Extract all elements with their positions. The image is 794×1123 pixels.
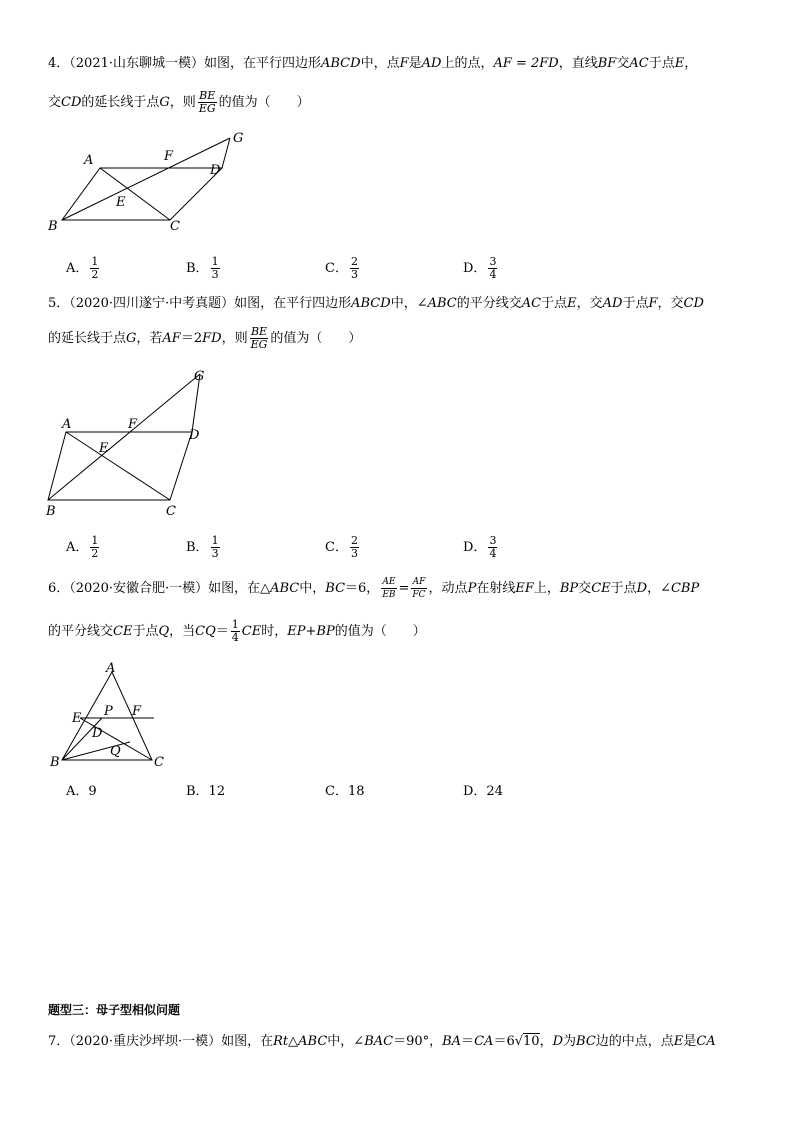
fraction-numerator: 1 (231, 618, 239, 631)
q7-text: ， (539, 1034, 553, 1049)
q5-text: 5．（2020·四川遂宁·中考真题）如图，在平行四边形 (48, 296, 352, 311)
option-letter: D． (463, 540, 487, 555)
q6-line2 (48, 617, 426, 647)
q5-label-c: C (166, 504, 176, 519)
q5-option-c[interactable] (325, 535, 361, 561)
option-letter: A． (66, 261, 89, 276)
q4-label-e: E (116, 195, 126, 210)
q5-label-d: D (189, 428, 200, 443)
option-fraction (211, 535, 220, 560)
q4-label-d: D (210, 163, 221, 178)
q6-text: Q (158, 624, 170, 639)
q6-line1 (48, 574, 699, 604)
q5-label-f: F (128, 417, 138, 432)
q6-text: 在射线 (476, 581, 516, 596)
q5-text: CD (683, 296, 704, 311)
q5-line1 (48, 295, 704, 313)
q6-label-b: B (50, 755, 60, 770)
q7-text: △ (288, 1034, 299, 1049)
q4-label-g: G (233, 131, 244, 146)
fraction-numerator: 1 (91, 534, 99, 547)
q4-text: F (399, 56, 409, 71)
q5-fraction (250, 326, 269, 351)
q6-fraction-af-fc (411, 576, 426, 601)
fraction-numerator: 3 (489, 255, 497, 268)
q7-text: ＝90°， (393, 1034, 443, 1049)
q6-text: D (636, 581, 648, 596)
q5-line2 (48, 324, 361, 354)
q6-label-p: P (104, 704, 113, 719)
q4-text: 的延长线于点 (81, 95, 160, 110)
q5-label-g: G (194, 369, 205, 384)
q5-text: AC (521, 296, 542, 311)
fraction-numerator: 2 (350, 534, 358, 547)
q6-label-q: Q (110, 744, 121, 759)
q6-text: 的值为（ ） (334, 624, 426, 639)
option-fraction (488, 535, 497, 560)
fraction-numerator: AF (412, 577, 426, 587)
q4-parallelogram (62, 168, 222, 220)
q6-text: CE (241, 624, 262, 639)
fraction-denominator: 3 (211, 547, 219, 560)
q7-text: 边的中点，点 (595, 1034, 674, 1049)
q6-text: ，∠ (647, 581, 671, 596)
q6-option-d[interactable]: D．24 (463, 784, 503, 799)
q6-option-b[interactable]: B．12 (186, 784, 226, 799)
q6-text: 时， (261, 624, 288, 639)
q4-text: 交 (616, 56, 630, 71)
q6-label-d: D (92, 726, 103, 741)
q7-text: E (673, 1034, 684, 1049)
fraction-numerator: AE (382, 577, 396, 587)
q7-text: BAC (364, 1034, 394, 1049)
q4-text: G (159, 95, 170, 110)
q6-option-c[interactable]: C．18 (325, 784, 365, 799)
q4-fraction (198, 90, 217, 115)
fraction-numerator: BE (199, 89, 216, 102)
sqrt-symbol: √ (514, 1034, 524, 1049)
option-letter: B． (186, 261, 209, 276)
q4-text: CD (61, 95, 82, 110)
q6-figure (40, 658, 180, 773)
q7-text: ＝ (461, 1034, 475, 1049)
q5-text: E (567, 296, 577, 311)
q4-label-b: B (48, 219, 58, 234)
q5-text: 的延长线于点 (48, 331, 127, 346)
fraction-denominator: 4 (489, 268, 497, 281)
q6-text: ABC (270, 581, 300, 596)
q7-text: BA (442, 1034, 462, 1049)
fraction-denominator: FC (412, 590, 426, 600)
q6-text: 6．（2020·安徽合肥·一模）如图，在△ (48, 581, 271, 596)
option-fraction (488, 256, 497, 281)
q6-text: ，动点 (428, 581, 468, 596)
q6-text: BC (325, 581, 346, 596)
q5-option-b[interactable] (186, 535, 222, 561)
q4-text: ，则 (169, 95, 196, 110)
option-fraction (350, 535, 359, 560)
option-letter: C． (325, 261, 348, 276)
fraction-numerator: 1 (211, 534, 219, 547)
q4-option-c[interactable] (325, 256, 361, 282)
q5-text: ，交 (657, 296, 684, 311)
q4-figure (40, 128, 260, 238)
option-letter: B． (186, 540, 209, 555)
q6-text: ，当 (169, 624, 196, 639)
q6-text: BP (316, 624, 335, 639)
fraction-denominator: 2 (91, 268, 99, 281)
q5-text: ABC (427, 296, 457, 311)
q4-line1 (48, 55, 697, 73)
q4-option-b[interactable] (186, 256, 222, 282)
fraction-numerator: 1 (211, 255, 219, 268)
q6-label-c: C (154, 755, 164, 770)
fraction-denominator: 3 (350, 547, 358, 560)
q4-text: ABCD (321, 56, 361, 71)
q7-line1 (48, 1031, 716, 1053)
fraction-numerator: 1 (91, 255, 99, 268)
q7-text: 为 (563, 1034, 577, 1049)
q4-line2 (48, 88, 310, 118)
option-letter: D． (463, 261, 487, 276)
q4-text: ，直线 (558, 56, 598, 71)
fraction-denominator: 4 (231, 631, 239, 644)
q6-option-a[interactable]: A．9 (66, 784, 97, 799)
q4-label-a: A (84, 153, 94, 168)
q4-label-c: C (170, 219, 180, 234)
q6-text: P (467, 581, 477, 596)
q6-text: 于点 (610, 581, 637, 596)
q6-text: CQ (195, 624, 216, 639)
q6-text: 于点 (132, 624, 159, 639)
q6-label-e: E (72, 711, 82, 726)
q6-text: BP (559, 581, 579, 596)
q7-text: BC (576, 1034, 596, 1049)
q4-text: 是 (408, 56, 422, 71)
q7-text: ABC (298, 1034, 328, 1049)
q4-line-dg (222, 138, 230, 168)
q6-text: 中， (299, 581, 326, 596)
fraction-numerator: 3 (489, 534, 497, 547)
option-fraction (90, 535, 99, 560)
q6-text: CBP (670, 581, 700, 596)
q6-fraction-ae-eb (381, 576, 396, 601)
q5-text: 于点 (622, 296, 649, 311)
q4-text: 4．（2021·山东聊城一模）如图，在平行四边形 (48, 56, 321, 71)
q5-text: 的平分线交 (456, 296, 522, 311)
q4-text: 上的点， (441, 56, 494, 71)
fraction-denominator: 2 (91, 547, 99, 560)
q6-text: CE (113, 624, 133, 639)
q5-text: 中，∠ (390, 296, 428, 311)
q5-text: G (126, 331, 137, 346)
q6-text: 上， (533, 581, 560, 596)
q5-text: ABCD (351, 296, 391, 311)
q4-text: 交 (48, 95, 62, 110)
q4-option-d[interactable] (463, 256, 499, 282)
q6-text: ＝ (215, 624, 229, 639)
q5-text: 于点 (541, 296, 568, 311)
q6-text: + (305, 624, 317, 639)
q5-parallelogram (48, 432, 192, 500)
option-fraction (90, 256, 99, 281)
q7-text: D (552, 1034, 564, 1049)
q5-text: FD (202, 331, 222, 346)
q5-text: 的值为（ ） (270, 331, 362, 346)
section-heading: 题型三：母子型相似问题 (48, 1003, 181, 1017)
q4-text: AC (629, 56, 649, 71)
sqrt-radicand: 10 (523, 1034, 540, 1049)
fraction-denominator: EG (198, 102, 216, 115)
q5-text: ＝2 (180, 331, 203, 346)
option-letter: A． (66, 540, 89, 555)
q5-text: AD (602, 296, 623, 311)
q4-text: AF = 2FD (493, 56, 559, 71)
q6-label-f: F (132, 704, 142, 719)
q4-line-ac (100, 168, 170, 220)
q5-text: ，若 (136, 331, 163, 346)
q7-text: CA (474, 1034, 494, 1049)
q5-text: ，则 (221, 331, 248, 346)
q5-label-e: E (99, 441, 109, 456)
fraction-denominator: 3 (211, 268, 219, 281)
fraction-denominator: 4 (489, 547, 497, 560)
q5-option-a[interactable] (66, 535, 101, 561)
q6-text: ＝6， (345, 581, 380, 596)
q7-text: ＝6 (493, 1034, 515, 1049)
q5-text: F (648, 296, 658, 311)
q4-text: 的值为（ ） (218, 95, 310, 110)
q5-text: ，交 (576, 296, 603, 311)
fraction-denominator: EB (382, 590, 396, 600)
q4-line-bg (62, 138, 230, 220)
q6-fraction-quarter (231, 619, 240, 644)
fraction-numerator: BE (250, 325, 268, 338)
q4-option-a[interactable] (66, 256, 101, 282)
q4-text: ， (684, 56, 698, 71)
q5-text: AF (162, 331, 181, 346)
option-fraction (211, 256, 220, 281)
q4-text: E (674, 56, 685, 71)
q7-text: Rt (273, 1034, 289, 1049)
q6-text: EP (287, 624, 306, 639)
q6-label-a: A (106, 661, 116, 676)
q7-text: CA (696, 1034, 716, 1049)
q6-text: CE (591, 581, 611, 596)
q4-text: AD (421, 56, 442, 71)
q4-text: BF (597, 56, 617, 71)
q5-figure (40, 362, 230, 522)
q5-line-bg (48, 374, 200, 500)
q5-option-d[interactable] (463, 535, 499, 561)
q5-label-b: B (46, 504, 56, 519)
q7-text: 是 (683, 1034, 697, 1049)
fraction-denominator: EG (250, 338, 268, 351)
q6-text: EF (515, 581, 534, 596)
fraction-numerator: 2 (350, 255, 358, 268)
q5-label-a: A (62, 417, 72, 432)
q7-text: 中，∠ (327, 1034, 365, 1049)
q6-equals: = (398, 581, 410, 596)
fraction-denominator: 3 (350, 268, 358, 281)
q6-text: 的平分线交 (48, 624, 114, 639)
q7-text: 7．（2020·重庆沙坪坝·一模）如图，在 (48, 1034, 274, 1049)
q4-label-f: F (164, 149, 174, 164)
q4-text: 中，点 (360, 56, 400, 71)
option-letter: C． (325, 540, 348, 555)
q6-text: 交 (578, 581, 592, 596)
q4-text: 于点 (648, 56, 675, 71)
option-fraction (350, 256, 359, 281)
